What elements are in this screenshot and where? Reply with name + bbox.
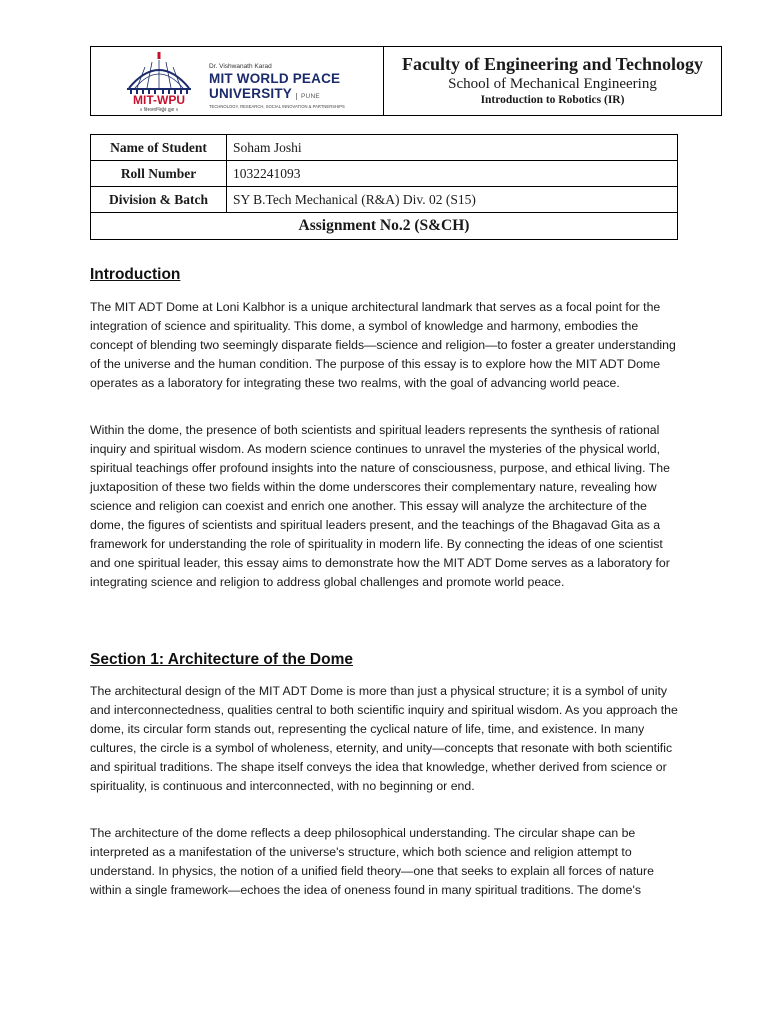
logo-tagline: TECHNOLOGY, RESEARCH, SOCIAL INNOVATION & PARTNERSHIPS [209,104,345,109]
row-label: Name of Student [91,135,227,161]
logo-city: PUNE [296,93,320,100]
row-label: Roll Number [91,161,227,187]
university-logo [91,47,384,115]
logo-name-line2: UNIVERSITY [209,86,293,101]
row-value: SY B.Tech Mechanical (R&A) Div. 02 (S15) [227,187,678,213]
logo-founder: Dr. Vishwanath Karad [209,63,272,70]
table-row [91,213,678,240]
logo-abbr: MIT-WPU [133,93,185,107]
row-label: Division & Batch [91,187,227,213]
section1-heading: Section 1: Architecture of the Dome [90,651,353,668]
logo-motto: ॥ विश्वशान्तिर्ध्रुवं ध्रुवा ॥ [139,108,179,112]
student-info-table [90,134,678,240]
course-title: Introduction to Robotics (IR) [480,94,625,106]
section1-paragraph-2: The architecture of the dome reflects a deep philosophical understanding. The circular shape can be interpreted as a manifestation of the universe's structure, which both science and religion attempt to understand. In physics, the notion of a unified field theory—one that seeks to explain all forces of nature within a single framework—echoes the idea of oneness found in many spiritual traditions. The dome's [90,826,654,897]
assignment-title: Assignment No.2 (S&CH) [91,213,678,240]
logo-name-line1: MIT WORLD PEACE [209,71,341,86]
intro-paragraph-1: The MIT ADT Dome at Loni Kalbhor is a unique architectural landmark that serves as a focal point for the integration of science and spirituality. This dome, a symbol of knowledge and harmony, embodies the concept of blending two seemingly disparate fields—science and religion—to foster a greater understanding of the universe and the human condition. The purpose of this essay is to explore how the MIT ADT Dome operates as a laboratory for integrating these two realms, with the goal of advancing world peace. [90,300,676,390]
row-value: Soham Joshi [227,135,678,161]
faculty-block [384,47,721,115]
logo-text [209,63,379,110]
table-row [91,135,678,161]
school-title: School of Mechanical Engineering [448,76,657,92]
section1-paragraph-1: The architectural design of the MIT ADT Dome is more than just a physical structure; it is a symbol of unity and interconnectedness, qualities central to both scientific inquiry and spiritual wisdom. As you approach the dome, its circular form stands out, representing the cyclical nature of life, time, and existence. In many cultures, the circle is a symbol of wholeness, eternity, and unity—concepts that resonate with both scientific and spiritual traditions. The shape itself conveys the idea that knowledge, whether derived from science or spirituality, is continuous and interconnected, with no beginning or end. [90,684,678,793]
intro-paragraph-2: Within the dome, the presence of both scientists and spiritual leaders represents the synthesis of rational inquiry and spiritual wisdom. As modern science continues to unravel the mysteries of the physical world, spiritual teachings offer profound insights into the nature of consciousness, purpose, and ethical living. The juxtaposition of these two fields within the dome underscores their complementary nature, revealing how science and religion can coexist and enrich one another. This essay will analyze the architecture of the dome, the figures of scientists and spiritual leaders present, and the teachings of the Bhagavad Gita as a framework for understanding the role of spirituality in modern life. By connecting the ideas of one scientist and one spiritual leader, this essay aims to demonstrate how the MIT ADT Dome serves as a laboratory for integrating science and religion to address global challenges and promote world peace. [90,423,670,589]
dome-logo-icon [121,50,197,112]
header-box [90,46,722,116]
table-row [91,161,678,187]
faculty-title: Faculty of Engineering and Technology [401,54,704,74]
row-value: 1032241093 [227,161,678,187]
table-row [91,187,678,213]
introduction-heading: Introduction [90,266,181,283]
